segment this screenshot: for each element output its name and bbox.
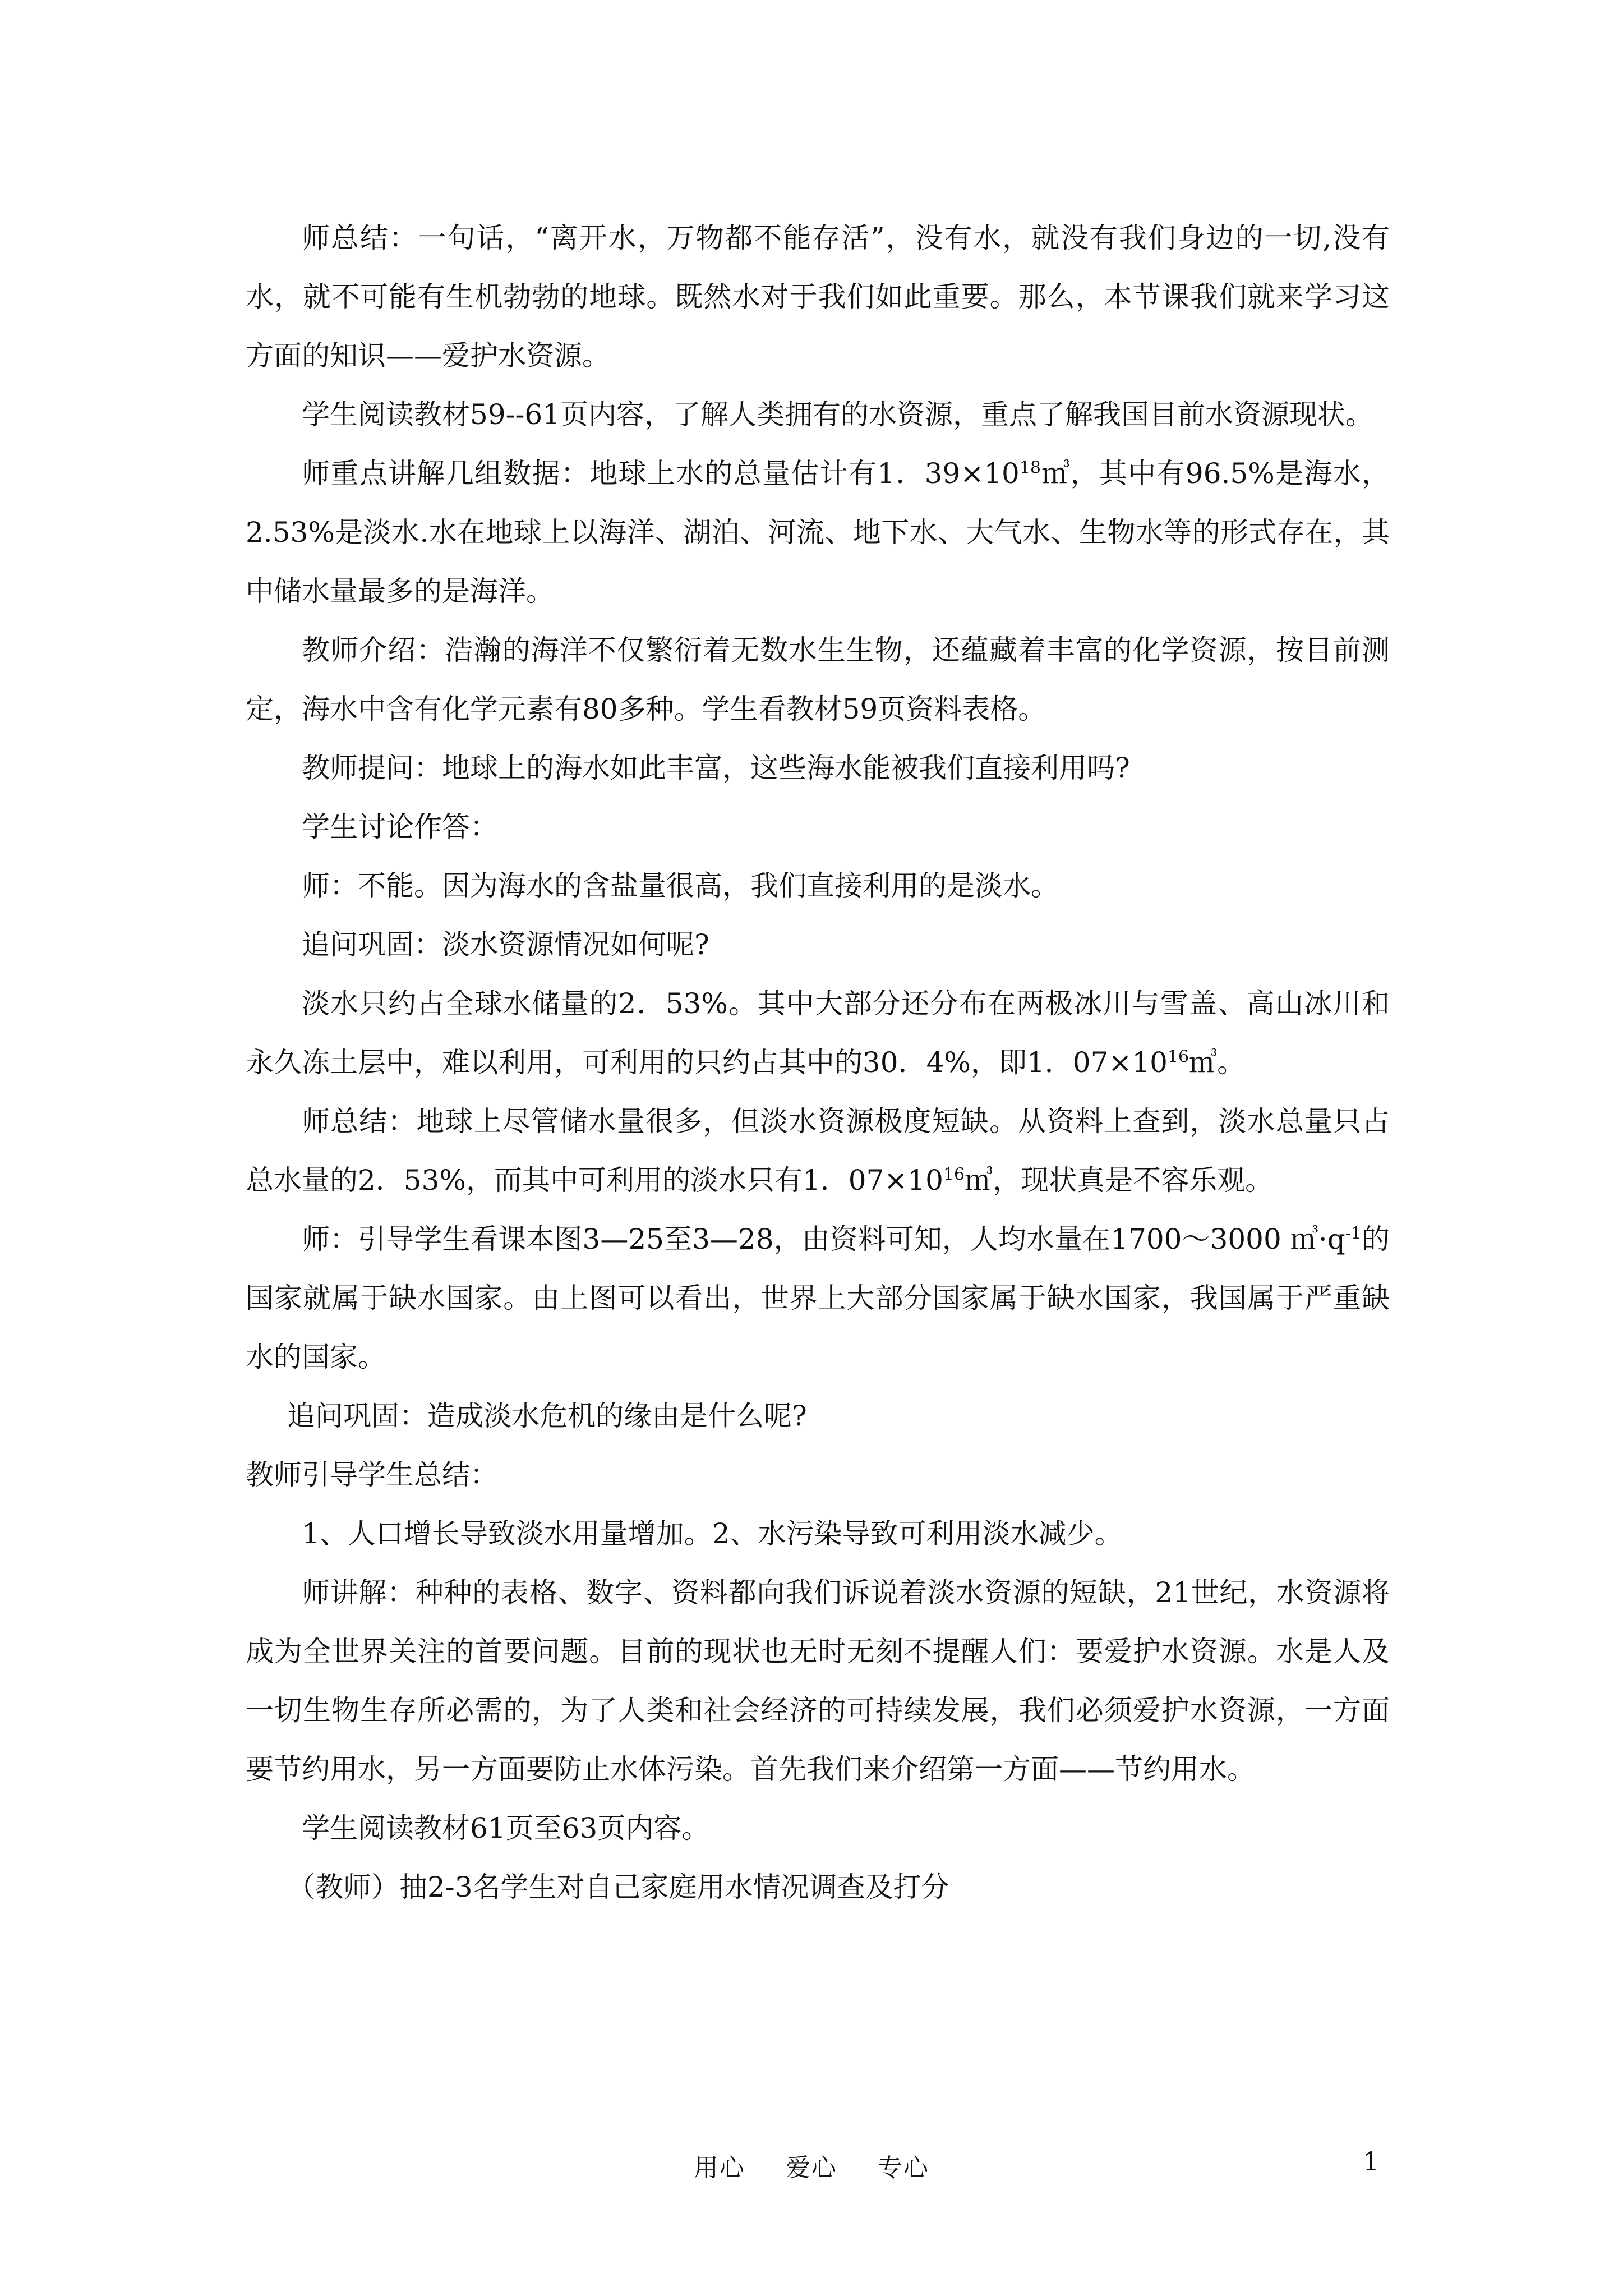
footer-motto-3: 专心 — [878, 2154, 929, 2182]
paragraph-freshwater-summary: 师总结：地球上尽管储水量很多，但淡水资源极度短缺。从资料上查到，淡水总量只占总水量的2．53%，而其中可利用的淡水只有1．$07\times 10^{16}㎥$，现状真是不容乐观。 — [246, 1105, 1390, 1197]
superscript: -1 — [1345, 1223, 1362, 1244]
paragraph-teacher-explanation: 师讲解：种种的表格、数字、资料都向我们诉说着淡水资源的短缺，21世纪，水资源将成为全世界关注的首要问题。目前的现状也无时无刻不提醒人们：要爱护水资源。水是人及一切生物生存所必需的，为了人类和社会经济的可持续发展，我们必须爱护水资源，一方面要节约用水，另一方面要防止水体污染。首先我们来介绍第一方面——节约用水。 — [246, 1576, 1390, 1786]
paragraph-reading-assignment: 学生阅读教材59--61页内容，了解人类拥有的水资源，重点了解我国目前水资源现状。 — [302, 398, 1374, 431]
paragraph-teacher-guidance: 教师引导学生总结： — [246, 1458, 498, 1491]
superscript: 16 — [1167, 1047, 1189, 1067]
paragraph-water-shortage-countries: 师：引导学生看课本图3—25至3—28，由资料可知，人均水量在1700～3000 $㎥\cdot q^{-1}$的国家就属于缺水国家。由上图可以看出，世界上大部分国家属于缺水国家，我国属于严重缺水的国家。 — [246, 1223, 1390, 1373]
paragraph-water-data: 师重点讲解几组数据：地球上水的总量估计有1．$39\times 10^{18}㎥$，其中有96.5%是海水，2.53%是淡水.水在地球上以海洋、湖泊、河流、地下水、大气水、生物水等的形式存在，其中储水量最多的是海洋。 — [246, 457, 1390, 608]
paragraph-causes-list: 1、人口增长导致淡水用量增加。2、水污染导致可利用淡水减少。 — [302, 1517, 1123, 1550]
document-body — [246, 209, 1390, 1917]
paragraph-survey-activity: （教师）抽2-3名学生对自己家庭用水情况调查及打分 — [287, 1871, 949, 1903]
paragraph-ocean-resources: 教师介绍：浩瀚的海洋不仅繁衍着无数水生生物，还蕴藏着丰富的化学资源，按目前测定，海水中含有化学元素有80多种。学生看教材59页资料表格。 — [246, 634, 1390, 725]
paragraph-crisis-cause-question: 追问巩固：造成淡水危机的缘由是什么呢? — [287, 1400, 807, 1432]
paragraph-reading-pages: 学生阅读教材61页至63页内容。 — [302, 1812, 710, 1844]
paragraph-follow-up-question: 追问巩固：淡水资源情况如何呢? — [302, 928, 709, 961]
superscript: 18 — [1019, 458, 1041, 478]
page-number: 1 — [1363, 2146, 1380, 2177]
paragraph-teacher-answer: 师：不能。因为海水的含盐量很高，我们直接利用的是淡水。 — [302, 869, 1059, 902]
paragraph-teacher-question: 教师提问：地球上的海水如此丰富，这些海水能被我们直接利用吗? — [302, 752, 1130, 784]
paragraph-summary-intro: 师总结：一句话，“离开水，万物都不能存活”，没有水，就没有我们身边的一切,没有水，就不可能有生机勃勃的地球。既然水对于我们如此重要。那么，本节课我们就来学习这方面的知识——爱护水资源。 — [246, 222, 1390, 372]
paragraph-student-discussion: 学生讨论作答： — [302, 811, 498, 843]
footer-motto-1: 用心 — [694, 2154, 745, 2182]
superscript: 16 — [943, 1165, 965, 1185]
footer-motto-2: 爱心 — [786, 2154, 837, 2182]
paragraph-freshwater-data: 淡水只约占全球水储量的2．53%。其中大部分还分布在两极冰川与雪盖、高山冰川和永久冻土层中，难以利用，可利用的只约占其中的30．4%，即1．$07\times 10^{16}㎥$。 — [246, 987, 1390, 1079]
page-footer — [0, 2147, 1623, 2183]
